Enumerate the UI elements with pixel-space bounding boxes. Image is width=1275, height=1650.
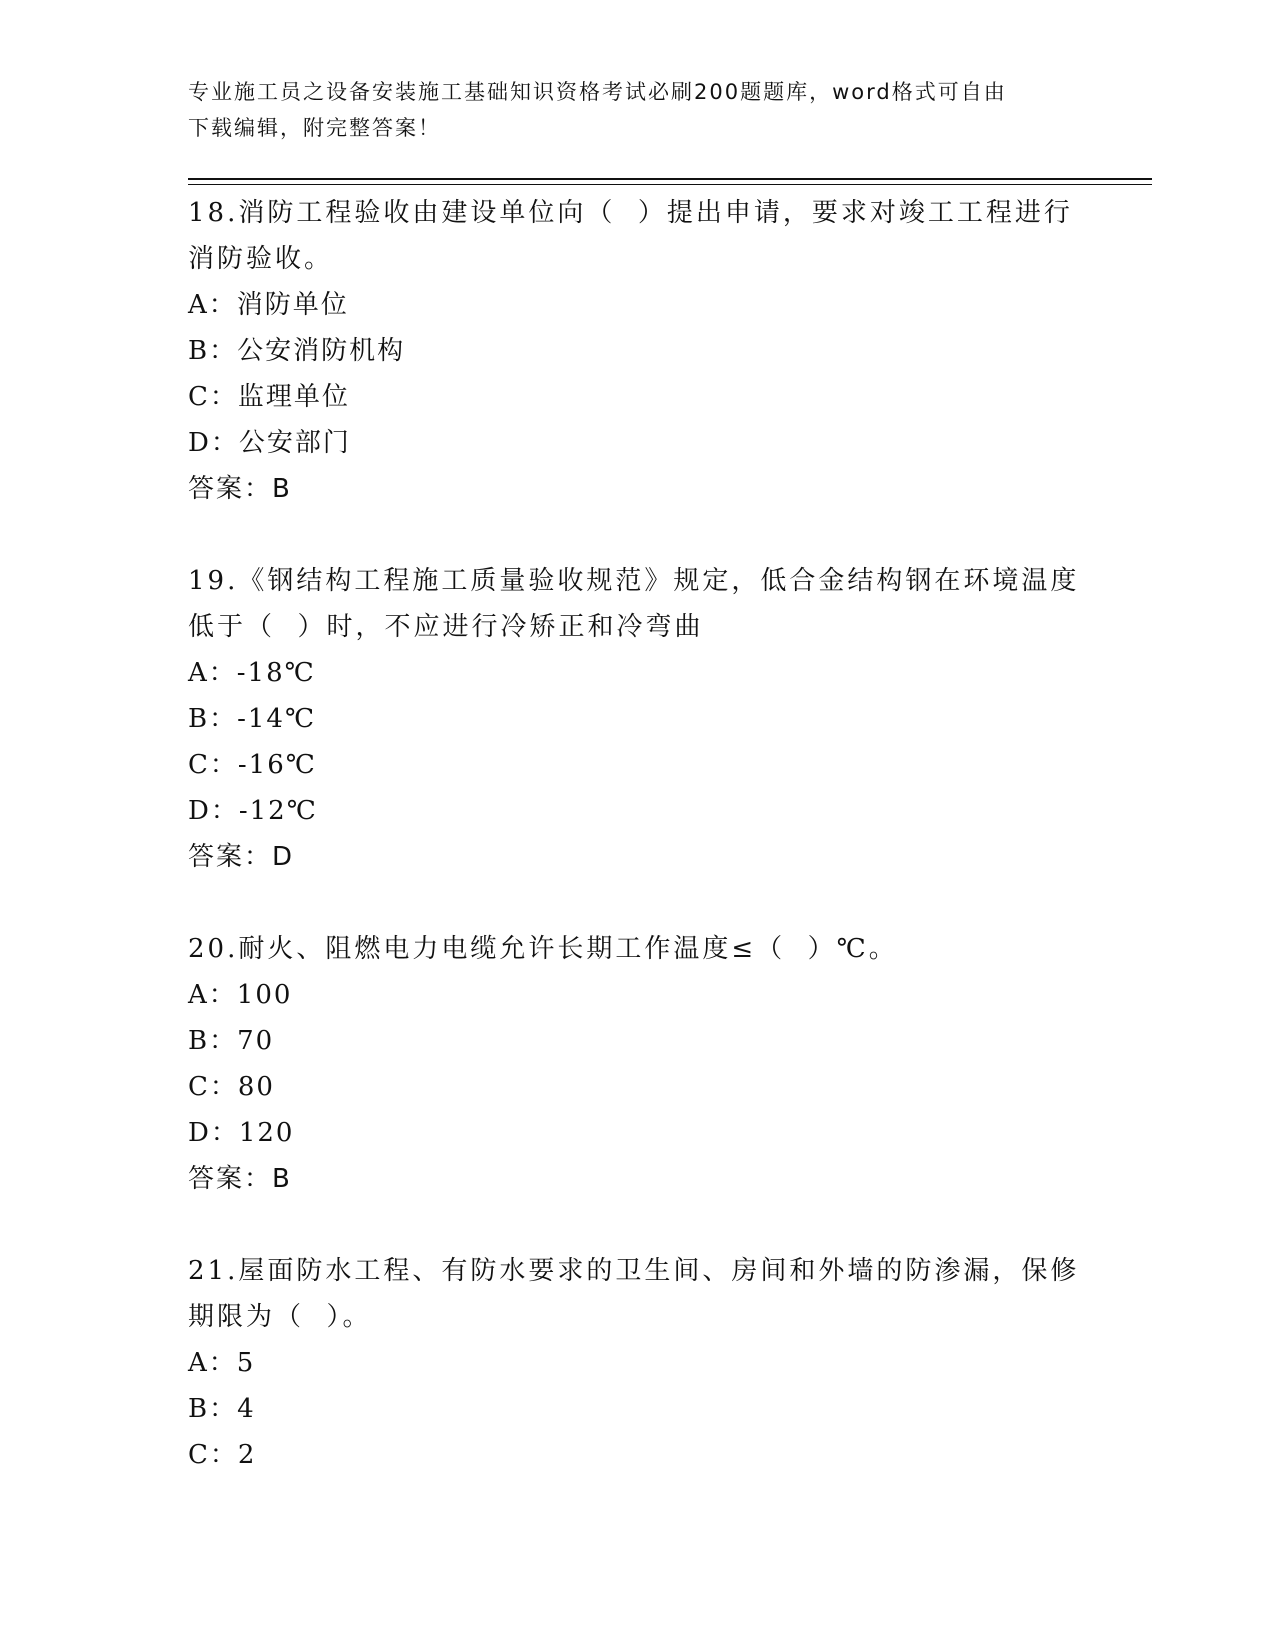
option-a: A：-18℃: [188, 658, 316, 688]
answer-text: 答案：B: [188, 474, 292, 504]
option-c: C：2: [188, 1440, 257, 1470]
option-b: B：-14℃: [188, 704, 317, 734]
question-text-line: 低于（ ）时，不应进行冷矫正和冷弯曲: [188, 612, 704, 642]
question-list: [188, 190, 1088, 1524]
option-d: D：120: [188, 1118, 295, 1148]
option-b: B：70: [188, 1026, 275, 1056]
header-divider-top: [188, 178, 1152, 180]
option-d: D：-12℃: [188, 796, 318, 826]
question-20: [188, 926, 1088, 1202]
question-text-line: 20.耐火、阻燃电力电缆允许长期工作温度≤（ ）℃。: [188, 934, 898, 964]
question-text-line: 18.消防工程验收由建设单位向（ ）提出申请，要求对竣工工程进行: [188, 198, 1073, 228]
question-19: [188, 558, 1088, 880]
question-text-line: 21.屋面防水工程、有防水要求的卫生间、房间和外墙的防渗漏，保修: [188, 1256, 1080, 1286]
option-c: C：监理单位: [188, 382, 350, 412]
header-line-1: 专业施工员之设备安装施工基础知识资格考试必刷200题题库，word格式可自由: [188, 80, 1007, 104]
option-a: A：100: [188, 980, 293, 1010]
option-d: D：公安部门: [188, 428, 351, 458]
answer-text: 答案：D: [188, 842, 295, 872]
question-21: [188, 1248, 1088, 1478]
option-b: B：公安消防机构: [188, 336, 406, 366]
question-text-line: 消防验收。: [188, 244, 334, 274]
question-text-line: 19.《钢结构工程施工质量验收规范》规定，低合金结构钢在环境温度: [188, 566, 1080, 596]
option-a: A：5: [188, 1348, 256, 1378]
question-18: [188, 190, 1088, 512]
document-header: [188, 74, 1068, 146]
header-line-2: 下载编辑，附完整答案！: [188, 116, 441, 140]
option-c: C：80: [188, 1072, 275, 1102]
option-b: B：4: [188, 1394, 256, 1424]
header-divider-bottom: [188, 184, 1152, 185]
option-a: A：消防单位: [188, 290, 349, 320]
question-text-line: 期限为（ ）。: [188, 1302, 372, 1332]
option-c: C：-16℃: [188, 750, 317, 780]
answer-text: 答案：B: [188, 1164, 292, 1194]
